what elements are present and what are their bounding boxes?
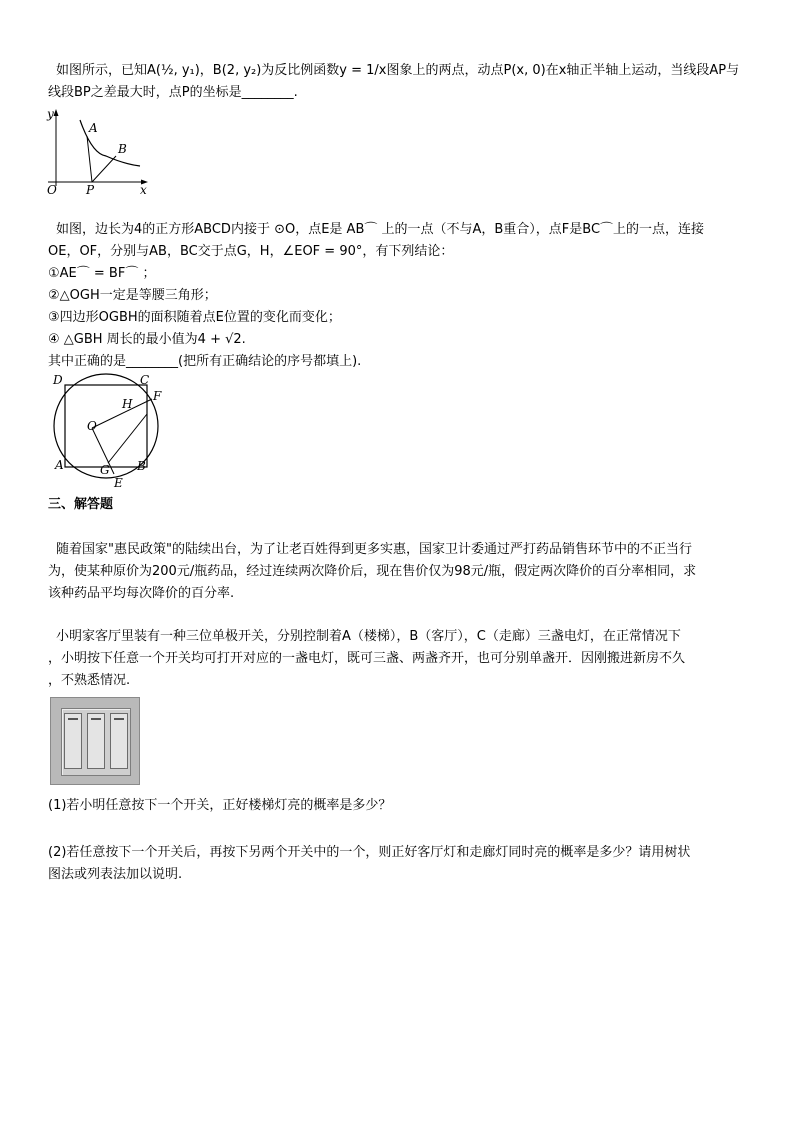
label-C: C [140, 373, 150, 387]
question-1-line-1: 如图所示，已知A(½, y₁)，B(2, y₂)为反比例函数y = 1/x图象上的两点，动点P(x, 0)在x轴正半轴上运动，当线段AP与 [56, 63, 740, 78]
conclusion-4: ④ △GBH 周长的最小值为4 + √2. [48, 332, 246, 347]
question-3-line-1: 随着国家"惠民政策"的陆续出台，为了让老百姓得到更多实惠，国家卫计委通过严打药品销售环节中的不正当行 [56, 542, 692, 557]
label-D: D [53, 373, 63, 387]
question-3-text [48, 539, 748, 605]
label-O: O [47, 183, 57, 196]
question-2-line-2: OE，OF，分别与AB，BC交于点G，H，∠EOF = 90°，有下列结论： [48, 244, 454, 259]
switch-plate [61, 708, 131, 776]
label-E: E [114, 476, 123, 490]
label-G: G [100, 463, 110, 477]
three-gang-switch-image [50, 697, 140, 785]
question-4-line-2: ，小明按下任意一个开关均可打开对应的一盏电灯，既可三盏、两盏齐开，也可分别单盏开．因刚搬进新房不久 [48, 651, 686, 666]
label-A: A [55, 458, 64, 472]
question-4-line-3: ，不熟悉情况. [48, 673, 131, 688]
hyperbola-figure [44, 106, 154, 196]
sub-question-2-line-2: 图法或列表法加以说明. [48, 867, 183, 882]
question-1-text [48, 60, 748, 104]
conclusion-2: ②△OGH一定是等腰三角形； [48, 288, 217, 303]
conclusion-1: ①AE⌒ = BF⌒ ； [48, 266, 156, 281]
label-H: H [122, 397, 133, 411]
label-F: F [153, 389, 162, 403]
question-3-line-2: 为，使某种原价为200元/瓶药品，经过连续两次降价后，现在售价仅为98元/瓶，假定两次降价的百分率相同，求 [48, 564, 697, 579]
sub-question-2-line-1: (2)若任意按下一个开关后，再按下另两个开关中的一个，则正好客厅灯和走廊灯同时亮的概率是多少？请用树状 [48, 845, 691, 860]
question-1-line-2: 线段BP之差最大时，点P的坐标是________. [48, 85, 298, 100]
label-B: B [137, 459, 146, 473]
label-A: A [89, 121, 98, 135]
section-heading: 三、解答题 [48, 497, 114, 512]
circle-square-figure [46, 370, 176, 490]
switch-key-c [110, 713, 128, 769]
question-4-text [48, 626, 748, 692]
sub-question-1: (1)若小明任意按下一个开关，正好楼梯灯亮的概率是多少？ [48, 798, 392, 813]
question-2-line-1: 如图，边长为4的正方形ABCD内接于 ⊙O，点E是 AB⌒ 上的一点（不与A，B重合），点F是BC⌒上的一点，连接 [56, 222, 705, 237]
switch-key-a [64, 713, 82, 769]
label-y: y [47, 107, 54, 121]
question-2-text [48, 219, 748, 373]
label-O: O [87, 419, 97, 433]
conclusion-3: ③四边形OGBH的面积随着点E位置的变化而变化； [48, 310, 341, 325]
sub-question-2 [48, 842, 748, 886]
question-3-line-3: 该种药品平均每次降价的百分率. [48, 586, 235, 601]
label-x: x [140, 183, 147, 196]
label-B: B [118, 142, 127, 156]
label-P: P [86, 183, 95, 196]
question-2-ask: 其中正确的是________(把所有正确结论的序号都填上). [48, 354, 362, 369]
switch-key-b [87, 713, 105, 769]
question-4-line-1: 小明家客厅里装有一种三位单极开关，分别控制着A（楼梯），B（客厅），C（走廊）三盏电灯，在正常情况下 [56, 629, 681, 644]
